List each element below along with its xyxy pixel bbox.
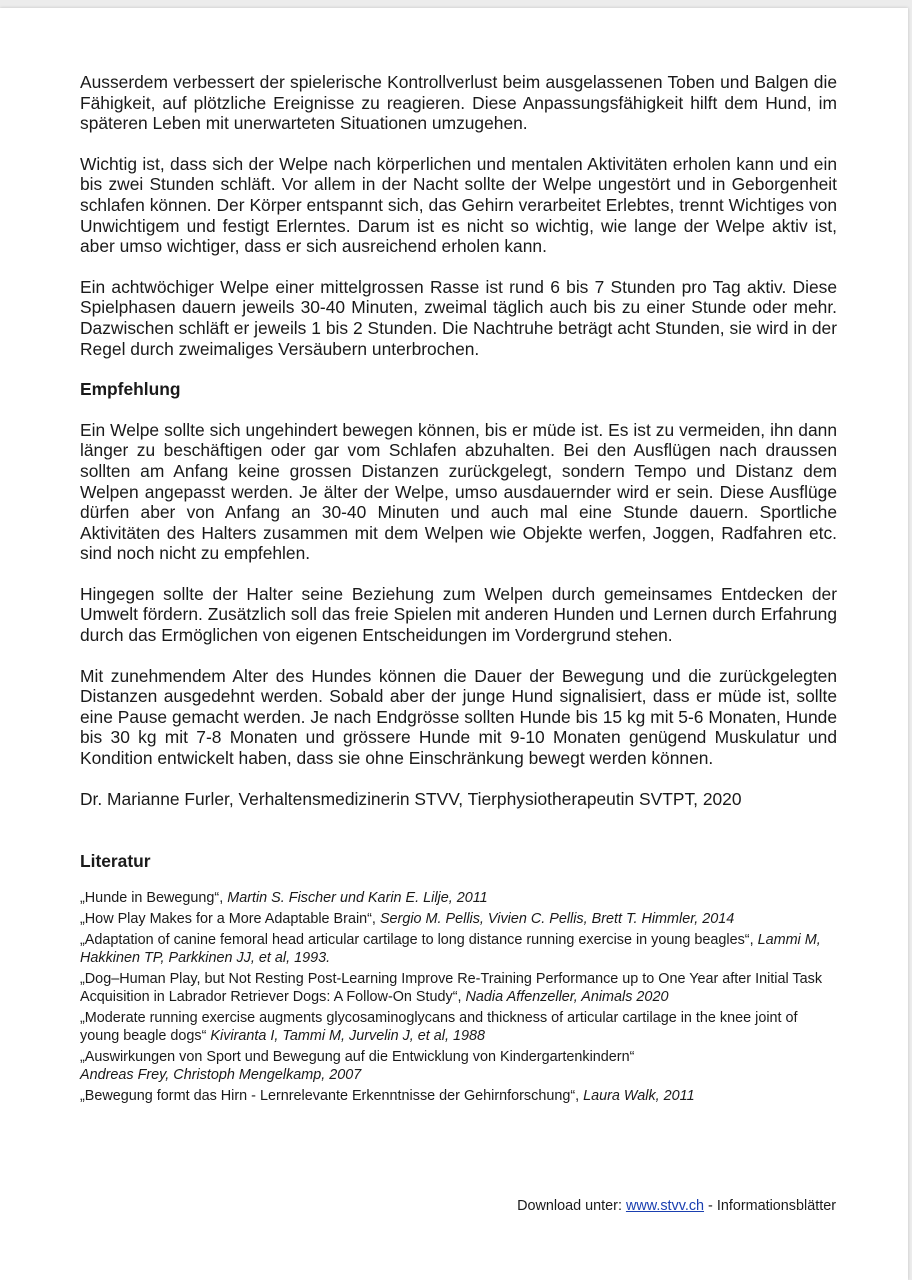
reference-item [80, 890, 837, 908]
reference-item [80, 971, 837, 1007]
reference-title: „Auswirkungen von Sport und Bewegung auf die Entwicklung von Kindergartenkindern“ [80, 1049, 635, 1066]
reference-title: „Hunde in Bewegung“, [80, 889, 228, 906]
reference-authors: Andreas Frey, Christoph Mengelkamp, 2007 [80, 1066, 362, 1083]
paragraph: Ein achtwöchiger Welpe einer mittelgrossen Rasse ist rund 6 bis 7 Stunden pro Tag aktiv. Diese Spielphasen dauern jeweils 30-40 Minuten, zweimal täglich auch bis zu einer Stunde oder mehr. Dazwischen schläft er jeweils 1 bis 2 Stunden. Die Nachtruhe beträgt acht Stunden, sie wird in der Regel durch zweimaliges Versäubern unterbrochen. [80, 276, 837, 359]
reference-authors: Lammi M, Hakkinen TP, Parkkinen JJ, et al, 1993. [80, 932, 821, 966]
website-link[interactable]: www.stvv.ch [625, 1198, 705, 1214]
reference-item [80, 1088, 837, 1106]
reference-item [80, 1010, 837, 1046]
download-prefix: Download unter: [517, 1198, 626, 1214]
reference-list [80, 890, 837, 1106]
reference-authors: Sergio M. Pellis, Vivien C. Pellis, Brett T. Himmler, 2014 [379, 911, 735, 927]
reference-authors: Laura Walk, 2011 [583, 1088, 695, 1105]
reference-title: „Dog–Human Play, but Not Resting Post-Learning Improve Re-Training Performance up to One Year after Initial Task Acquisition in Labrador Retriever Dogs: A Follow-On Study“, [80, 971, 823, 1005]
reference-title: „Moderate running exercise augments glycosaminoglycans and thickness of articular cartilage in the knee joint of young beagle dogs“ [80, 1010, 798, 1044]
reference-authors: Martin S. Fischer und Karin E. Lilje, 2011 [227, 889, 488, 906]
paragraph: Ein Welpe sollte sich ungehindert bewegen können, bis er müde ist. Es ist zu vermeiden, ihn dann länger zu beschäftigen oder gar vom Schlafen abzuhalten. Bei den Ausflügen nach draussen sollten am Anfang keine grossen Distanzen zurückgelegt, sondern Tempo und Distanz dem Welpen angepasst werden. Je älter der Welpe, umso ausdauernder wird er sein. Diese Ausflüge dürfen aber von Anfang an 30-40 Minuten und auch mal eine Stunde dauern. Sportliche Aktivitäten des Halters zusammen mit dem Welpen wie Objekte werfen, Joggen, Radfahren etc. sind noch nicht zu empfehlen. [80, 419, 837, 564]
paragraph: Hingegen sollte der Halter seine Beziehung zum Welpen durch gemeinsames Entdecken der Umwelt fördern. Zusätzlich soll das freie Spielen mit anderen Hunden und Lernen durch Erfahrung durch das Ermöglichen von eigenen Entscheidungen im Vordergrund stehen. [80, 583, 837, 646]
reference-item [80, 911, 837, 929]
author-line: Dr. Marianne Furler, Verhaltensmedizinerin STVV, Tierphysiotherapeutin SVTPT, 2020 [80, 788, 742, 809]
paragraph: Mit zunehmendem Alter des Hundes können die Dauer der Bewegung und die zurückgelegten Distanzen ausgedehnt werden. Sobald aber der junge Hund signalisiert, dass er müde ist, sollte eine Pause gemacht werden. Je nach Endgrösse sollten Hunde bis 15 kg mit 5-6 Monaten, Hunde bis 30 kg mit 7-8 Monaten und grössere Hunde mit 9-10 Monaten genügend Muskulatur und Kondition entwickelt haben, dass sie ohne Einschränkung bewegt werden können. [80, 665, 837, 769]
section-heading-empfehlung: Empfehlung [80, 379, 181, 400]
reference-title: „Adaptation of canine femoral head articular cartilage to long distance running exercise in young beagles“, [80, 932, 758, 949]
section-heading-literatur: Literatur [80, 851, 151, 872]
document-page [0, 8, 908, 1280]
download-suffix: - Informationsblätter [704, 1198, 836, 1214]
document-body [80, 72, 837, 1109]
reference-authors: Kiviranta I, Tammi M, Jurvelin J, et al, 1988 [210, 1027, 486, 1044]
reference-title: „How Play Makes for a More Adaptable Brain“, [80, 911, 380, 927]
reference-item [80, 1049, 837, 1085]
reference-item [80, 932, 837, 968]
paragraph: Wichtig ist, dass sich der Welpe nach körperlichen und mentalen Aktivitäten erholen kann und ein bis zwei Stunden schläft. Vor allem in der Nacht sollte der Welpe ungestört und in Geborgenheit schlafen können. Der Körper entspannt sich, das Gehirn verarbeitet Erlebtes, trennt Wichtiges von Unwichtigem und festigt Erlerntes. Darum ist es nicht so wichtig, wie lange der Welpe aktiv ist, aber umso wichtiger, dass er sich ausreichend erholen kann. [80, 153, 837, 257]
reference-title: „Bewegung formt das Hirn - Lernrelevante Erkenntnisse der Gehirnforschung“, [80, 1088, 584, 1105]
reference-authors: Nadia Affenzeller, Animals 2020 [465, 988, 669, 1005]
paragraph: Ausserdem verbessert der spielerische Kontrollverlust beim ausgelassenen Toben und Balgen die Fähigkeit, auf plötzliche Ereignisse zu reagieren. Diese Anpassungsfähigkeit hilft dem Hund, im späteren Leben mit unerwarteten Situationen umzugehen. [80, 72, 837, 134]
download-footer [517, 1198, 836, 1215]
